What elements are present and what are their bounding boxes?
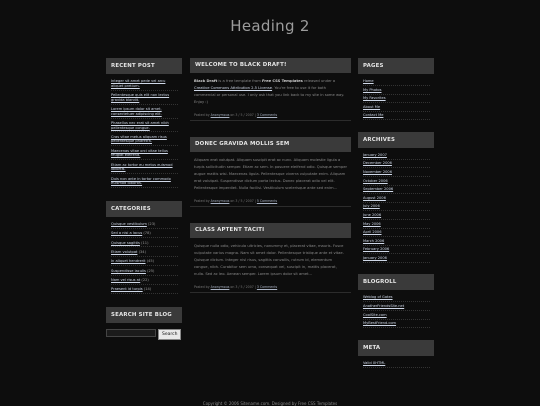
archive-link[interactable]: July 2006 xyxy=(363,204,430,211)
category-item xyxy=(111,250,178,257)
post-body-text: . You're free to use it for both commercial or personal use. I only ask that you link back to my site in some way. Enjoy :) xyxy=(194,86,345,104)
blog-post xyxy=(190,223,351,293)
post-body xyxy=(190,238,351,281)
category-link[interactable]: Quisque vestibulum xyxy=(111,221,147,226)
pages-title: PAGES xyxy=(358,58,434,74)
category-link[interactable]: Quisque sagittis xyxy=(111,240,140,245)
archive-link[interactable]: August 2006 xyxy=(363,196,430,203)
recent-post-link[interactable]: Duis non ante in tortor commodo euismod lobortis. xyxy=(111,177,178,189)
post-title[interactable]: WELCOME TO BLACK DRAFT! xyxy=(190,58,351,73)
post-body-text: Aliquam erat volutpat. Aliquam suscipit erat ac nunc. Aliquam molestie ligula a turpis sollicitudin semper. Etiam ac sem. In posuere eleifend odio. Quisque semper augue mattis wisi. Maecenas ligula. Pellentesque viverra vulputate enim. Aliquam erat volutpat. Suspendisse dictum porta lectus. Donec placerat odio vel elit. Pellentesque imperdiet. Nulla facilisi. Vestibulum scelerisque ante sed enim... xyxy=(194,158,348,190)
post-body-link[interactable]: Creative Commons Attribution 2.5 License xyxy=(194,86,273,90)
category-count: (23) xyxy=(148,221,156,226)
post-meta: Posted by Anonymous on 3 / 5 / 2007 | 5 Comments xyxy=(190,195,351,207)
category-count: (78) xyxy=(143,231,151,236)
blogroll-section xyxy=(358,274,434,335)
category-count: (22) xyxy=(141,278,149,282)
recent-post-link[interactable]: Etiam ac tortor eu metus euismod lobortis. xyxy=(111,163,178,175)
post-author-link[interactable]: Anonymous xyxy=(210,199,230,203)
post-meta: Posted by Anonymous on 3 / 5 / 2007 | 3 Comments xyxy=(190,109,351,121)
archive-link[interactable]: February 2006 xyxy=(363,247,430,254)
categories-section xyxy=(106,201,182,303)
archive-link[interactable]: May 2006 xyxy=(363,222,430,229)
recent-post-link[interactable]: Pellentesque quis elit non lectus gravida blandit. xyxy=(111,93,178,105)
category-link[interactable]: In aliquet hendrerit xyxy=(111,259,146,264)
post-body-text: released under a xyxy=(302,79,336,83)
blogroll-link[interactable]: MyBestFriend.com xyxy=(363,321,430,328)
category-count: (34) xyxy=(138,249,146,254)
post-comments-link[interactable]: 5 Comments xyxy=(256,199,278,203)
archive-link[interactable]: March 2006 xyxy=(363,239,430,246)
meta-section xyxy=(358,340,434,376)
meta-list xyxy=(358,356,434,376)
blogroll-title: BLOGROLL xyxy=(358,274,434,290)
recent-post-link[interactable]: Cras vitae metus aliquam risus pellentesque pharetra. xyxy=(111,135,178,147)
page-link[interactable]: Contact Me xyxy=(363,113,430,120)
archive-link[interactable]: September 2006 xyxy=(363,187,430,194)
archive-link[interactable]: January 2007 xyxy=(363,153,430,160)
recent-posts-section xyxy=(106,58,182,197)
post-meta: Posted by Anonymous on 3 / 5 / 2007 | 3 Comments xyxy=(190,281,351,293)
page-heading: Heading 2 xyxy=(230,17,310,35)
category-link[interactable]: Nam vel risus at xyxy=(111,278,141,282)
archives-section xyxy=(358,132,434,271)
search-section xyxy=(106,307,182,340)
categories-title: CATEGORIES xyxy=(106,201,182,217)
recent-posts-list xyxy=(106,74,182,197)
post-date: on 3 / 5 / 2007 xyxy=(230,113,254,117)
recent-post-link[interactable]: Lorem ipsum dolor sit amet, consectetuer adipiscing elit. xyxy=(111,107,178,119)
blog-post xyxy=(190,137,351,207)
category-count: (45) xyxy=(146,259,155,264)
archive-link[interactable]: November 2006 xyxy=(363,170,430,177)
post-author-link[interactable]: Anonymous xyxy=(210,113,230,117)
archives-list xyxy=(358,148,434,271)
blog-post xyxy=(190,58,351,121)
archive-link[interactable]: December 2006 xyxy=(363,161,430,168)
category-link[interactable]: Sed a nisi a lacus xyxy=(111,231,143,236)
archives-title: ARCHIVES xyxy=(358,132,434,148)
post-body-text: Free CSS Templates xyxy=(261,79,303,83)
archive-link[interactable]: April 2006 xyxy=(363,230,430,237)
page-link[interactable]: My Favorites xyxy=(363,96,430,103)
post-body-text: is a free template from xyxy=(217,79,262,83)
category-count: (14) xyxy=(143,287,152,292)
recent-posts-title: RECENT POST xyxy=(106,58,182,74)
post-date: on 3 / 5 / 2007 xyxy=(230,285,254,289)
blogroll-link[interactable]: CoolSite.com xyxy=(363,313,430,320)
post-meta-prefix: Posted by xyxy=(194,113,210,117)
pages-section xyxy=(358,58,434,128)
pages-list xyxy=(358,74,434,128)
post-body-text: Black Draft xyxy=(194,79,218,83)
category-link[interactable]: Praesent id turpis xyxy=(111,287,143,292)
search-button[interactable]: Search xyxy=(158,329,181,340)
left-sidebar xyxy=(106,58,182,344)
right-sidebar xyxy=(358,58,434,379)
search-input[interactable] xyxy=(106,329,156,337)
category-link[interactable]: Etiam volutpat xyxy=(111,249,138,254)
archive-link[interactable]: October 2006 xyxy=(363,179,430,186)
category-link[interactable]: Suspendisse iaculis xyxy=(111,268,146,273)
category-item xyxy=(111,231,178,238)
recent-post-link[interactable]: Integer sit amet pede vel arcu aliquet pretium. xyxy=(111,79,178,91)
category-item xyxy=(111,259,178,266)
archive-link[interactable]: January 2006 xyxy=(363,256,430,263)
category-item xyxy=(111,241,178,248)
page-link[interactable]: Home xyxy=(363,79,430,86)
category-count: (11) xyxy=(141,240,149,245)
post-title[interactable]: CLASS APTENT TACITI xyxy=(190,223,351,238)
post-author-link[interactable]: Anonymous xyxy=(210,285,230,289)
category-item xyxy=(111,278,178,285)
blogroll-link[interactable]: Weblog of Gates xyxy=(363,295,430,302)
post-body-text: Quisque nulla odio, vehicula ultricies, nonummy et, placerat vitae, mauris. Fusce vulputate varius magna. Nam sit amet dolor. Pellentesque tristique ante et vitae. Quisque dictum. Integer nisl risus, sagittis convallis, rutrum id, elementum congue, nibh. Curabitur sem urna, consequat vel, suscipit in, mattis placerat, nulla. Sed ac leo. Aenean semper. Lorem ipsum dolor sit amet... xyxy=(194,244,344,276)
blogroll-link[interactable]: AnotherFriendsSite.net xyxy=(363,304,430,311)
post-meta-prefix: Posted by xyxy=(194,199,210,203)
post-date: on 3 / 5 / 2007 xyxy=(230,199,254,203)
page-link[interactable]: My Photos xyxy=(363,88,430,95)
category-item xyxy=(111,287,178,294)
search-title: SEARCH SITE BLOG xyxy=(106,307,182,323)
recent-post-link[interactable]: Maecenas vitae orci vitae tellus feugiat eleifend. xyxy=(111,149,178,161)
page-link[interactable]: About Me xyxy=(363,105,430,112)
category-item xyxy=(111,222,178,229)
footer: Copyright © 2006 Sitename.com. Designed by Free CSS Templates xyxy=(202,401,338,406)
category-count: (25) xyxy=(147,268,155,273)
meta-link[interactable]: Valid XHTML xyxy=(363,361,430,368)
recent-post-link[interactable]: Phasellus nec erat sit amet nibh pellentesque congue. xyxy=(111,121,178,133)
post-comments-link[interactable]: 3 Comments xyxy=(256,113,278,117)
post-comments-link[interactable]: 3 Comments xyxy=(256,285,278,289)
category-item xyxy=(111,269,178,276)
post-title[interactable]: DONEC GRAVIDA MOLLIS SEM xyxy=(190,137,351,152)
archive-link[interactable]: June 2006 xyxy=(363,213,430,220)
post-body xyxy=(190,73,351,109)
meta-title: META xyxy=(358,340,434,356)
post-meta-prefix: Posted by xyxy=(194,285,210,289)
blogroll-list xyxy=(358,290,434,335)
categories-list xyxy=(106,217,182,303)
search-form xyxy=(106,323,182,340)
main-content xyxy=(190,58,351,309)
post-body xyxy=(190,152,351,195)
